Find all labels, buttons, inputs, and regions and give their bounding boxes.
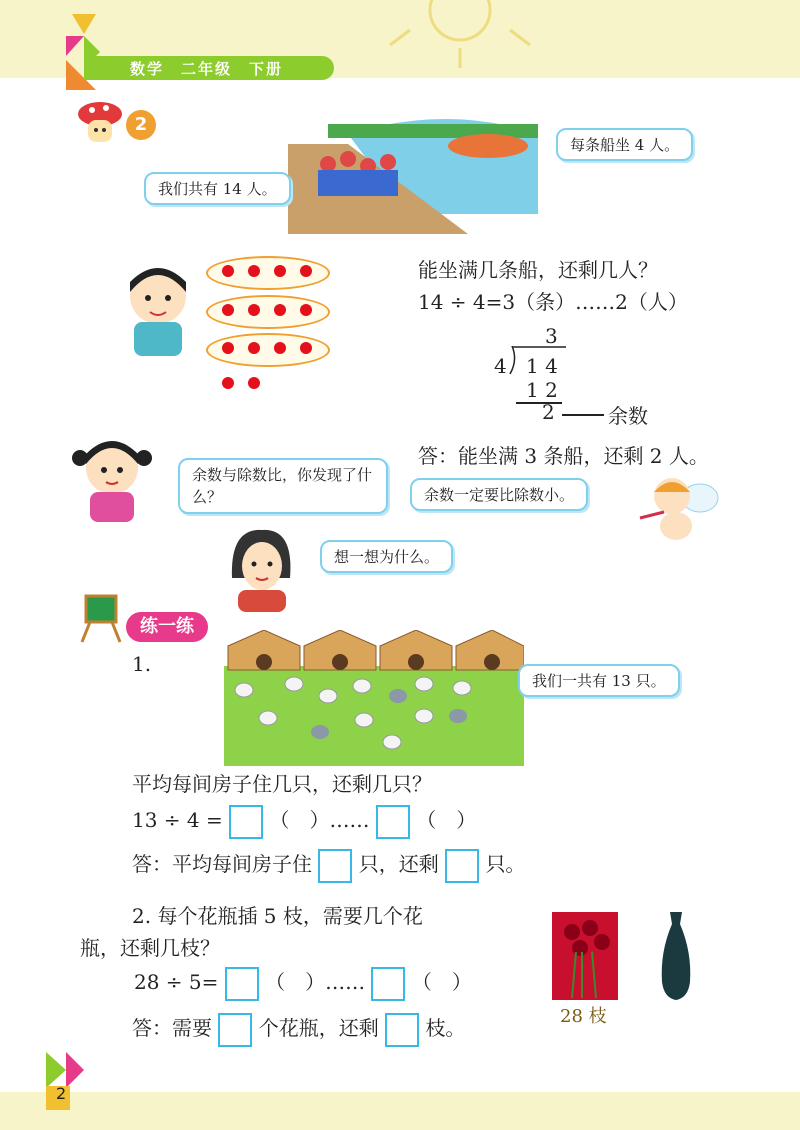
person-dot: [248, 342, 260, 354]
person-dot: [248, 377, 260, 389]
cupid-character-icon: [630, 468, 720, 552]
person-dot: [222, 304, 234, 316]
q2-line1: 2. 每个花瓶插 5 枝，需要几个花: [132, 904, 423, 928]
teacher-character-icon: [226, 528, 296, 616]
example-equation: 14 ÷ 4=3（条）……2（人）: [418, 290, 688, 314]
roses-label: 28 枝: [560, 1006, 607, 1027]
person-dot: [274, 265, 286, 277]
rabbits-houses-image: [224, 630, 524, 770]
q2-line2: 瓶，还剩几枝？: [80, 936, 220, 960]
q1-eq-paren2: （ ）: [416, 808, 477, 832]
q1-ans-b: 只，还剩: [358, 852, 439, 876]
boy-character-icon: [116, 258, 206, 362]
person-dot: [274, 304, 286, 316]
q2-remainder-input[interactable]: [371, 967, 405, 1001]
q2-ans-a: 答：需要: [132, 1016, 212, 1040]
roses-image: [552, 912, 618, 1004]
division-line: [516, 402, 562, 404]
bubble-people: 我们共有 14 人。: [144, 172, 291, 205]
q1-quotient-input[interactable]: [229, 805, 263, 839]
q1-equation: [132, 804, 476, 839]
person-dot: [222, 377, 234, 389]
sun-doodle-icon: [380, 0, 540, 74]
person-dot: [222, 265, 234, 277]
q1-answer-quotient-input[interactable]: [318, 849, 352, 883]
q1-ans-a: 答：平均每间房子住: [132, 852, 312, 876]
tangram-logo-icon: [66, 14, 102, 96]
q1-eq-left: 13 ÷ 4 =: [132, 808, 223, 832]
practice-badge: 练一练: [126, 612, 208, 642]
q2-eq-paren2: （ ）: [411, 970, 472, 994]
example-answer: 答：能坐满 3 条船，还剩 2 人。: [418, 444, 709, 468]
q2-ans-c: 枝。: [425, 1016, 466, 1040]
page-number: 2: [56, 1084, 67, 1103]
person-dot: [222, 342, 234, 354]
easel-icon: [78, 592, 124, 648]
mushroom-mascot-icon: [76, 100, 126, 148]
q2-quotient-input[interactable]: [225, 967, 259, 1001]
q1-number: 1.: [132, 652, 152, 676]
q2-eq-paren1: （ ）……: [265, 970, 366, 994]
q2-answer-remainder-input[interactable]: [385, 1013, 419, 1047]
q1-question: 平均每间房子住几只，还剩几只？: [132, 772, 432, 796]
bubble-boat: 每条船坐 4 人。: [556, 128, 693, 161]
remainder-label: 余数: [608, 404, 648, 428]
boating-scene-image: [288, 104, 548, 238]
bubble-cupid: 余数一定要比除数小。: [410, 478, 588, 511]
remainder-pointer-line: [562, 414, 604, 416]
q2-answer-quotient-input[interactable]: [218, 1013, 252, 1047]
bubble-teacher: 想一想为什么。: [320, 540, 453, 573]
division-quotient: 3: [545, 324, 558, 348]
q1-remainder-input[interactable]: [376, 805, 410, 839]
division-remainder: 2: [542, 400, 555, 424]
q2-eq-left: 28 ÷ 5=: [134, 970, 219, 994]
q2-answer: [132, 1012, 465, 1047]
person-dot: [300, 342, 312, 354]
person-dot: [248, 304, 260, 316]
person-dot: [248, 265, 260, 277]
division-dividend: 1 4: [526, 354, 558, 378]
example-question: 能坐满几条船，还剩几人？: [418, 258, 658, 282]
person-dot: [274, 342, 286, 354]
bottom-band: [0, 1092, 800, 1130]
q1-ans-c: 只。: [485, 852, 526, 876]
person-dot: [300, 265, 312, 277]
vase-image: [656, 912, 696, 1006]
q2-ans-b: 个花瓶，还剩: [258, 1016, 379, 1040]
example-number-badge: 2: [126, 110, 156, 140]
person-dot: [300, 304, 312, 316]
q1-answer: [132, 848, 525, 883]
q2-equation: [134, 966, 472, 1001]
division-product: 1 2: [526, 378, 558, 402]
bubble-girl: 余数与除数比，你发现了什么？: [178, 458, 388, 514]
header-title: 数学 二年级 下册: [130, 60, 284, 78]
q1-eq-paren1: （ ）……: [269, 808, 370, 832]
bubble-rabbits: 我们一共有 13 只。: [518, 664, 680, 697]
q1-answer-remainder-input[interactable]: [445, 849, 479, 883]
division-divisor: 4: [494, 354, 507, 378]
girl-character-icon: [66, 428, 156, 528]
